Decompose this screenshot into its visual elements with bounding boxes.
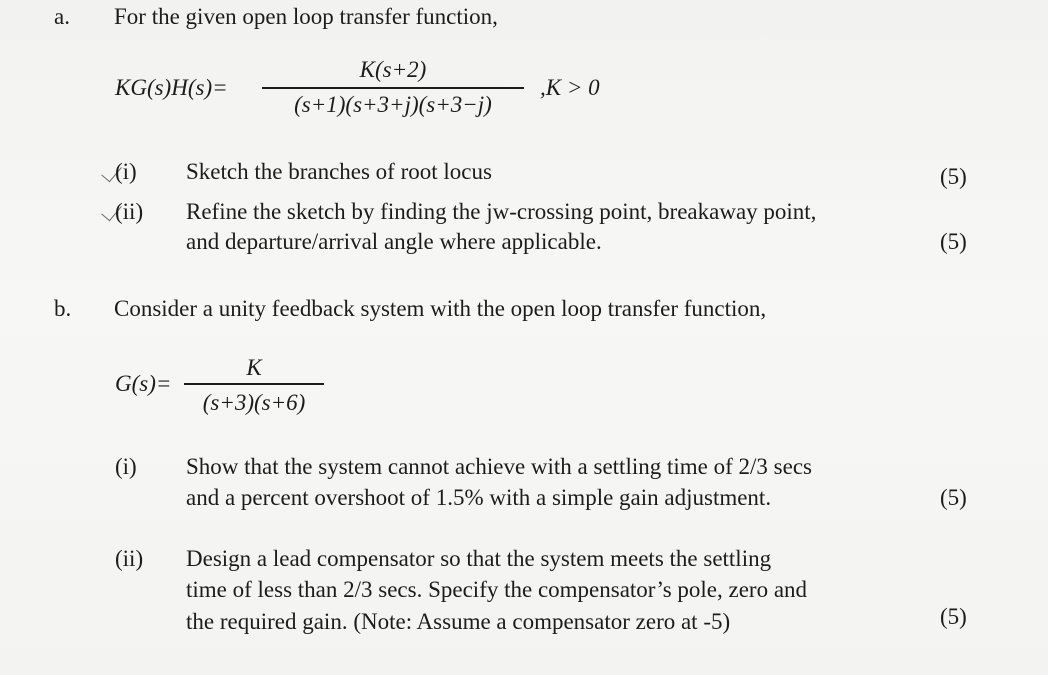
a-item-1-marks: (5) [940, 164, 967, 189]
tf-a-fraction-bar [262, 87, 524, 89]
tf-a-numerator: K(s+2) [359, 57, 427, 82]
a-item-1-text: Sketch the branches of root locus [186, 159, 492, 184]
b-item-1-marks: (5) [940, 485, 967, 510]
tf-a-condition: ,K > 0 [540, 75, 600, 100]
b-item-1-line-2: and a percent overshoot of 1.5% with a simple gain adjustment. [186, 485, 772, 510]
a-item-2-line-2: and departure/arrival angle where applicable. [186, 229, 602, 254]
tf-b-numerator: K [246, 355, 262, 380]
tf-b-fraction-bar [184, 383, 324, 385]
a-item-2-line-1: Refine the sketch by finding the jw-crossing point, breakaway point, [186, 199, 817, 224]
b-item-2-line-3: the required gain. (Note: Assume a compensator zero at -5) [186, 609, 731, 634]
part-a-intro: For the given open loop transfer function, [114, 4, 498, 29]
a-item-2-number: (ii) [115, 199, 144, 224]
a-item-2-marks: (5) [940, 229, 967, 254]
part-a-label: a. [54, 4, 70, 29]
b-item-2-number: (ii) [115, 546, 144, 571]
b-item-2-line-2: time of less than 2/3 secs. Specify the compensator’s pole, zero and [186, 577, 808, 602]
tf-b-denominator: (s+3)(s+6) [202, 390, 306, 415]
part-b-label: b. [54, 296, 72, 321]
tf-b-lhs: G(s)= [115, 371, 172, 396]
tf-a-lhs: KG(s)H(s)= [115, 75, 228, 100]
b-item-2-marks: (5) [940, 604, 967, 629]
b-item-1-number: (i) [115, 454, 137, 479]
part-b-intro: Consider a unity feedback system with the open loop transfer function, [114, 296, 767, 321]
tf-a-denominator: (s+1)(s+3+j)(s+3−j) [294, 92, 492, 117]
b-item-1-line-1: Show that the system cannot achieve with a settling time of 2/3 secs [186, 454, 812, 479]
b-item-2-line-1: Design a lead compensator so that the system meets the settling [186, 546, 772, 571]
a-item-1-number: (i) [115, 159, 137, 184]
